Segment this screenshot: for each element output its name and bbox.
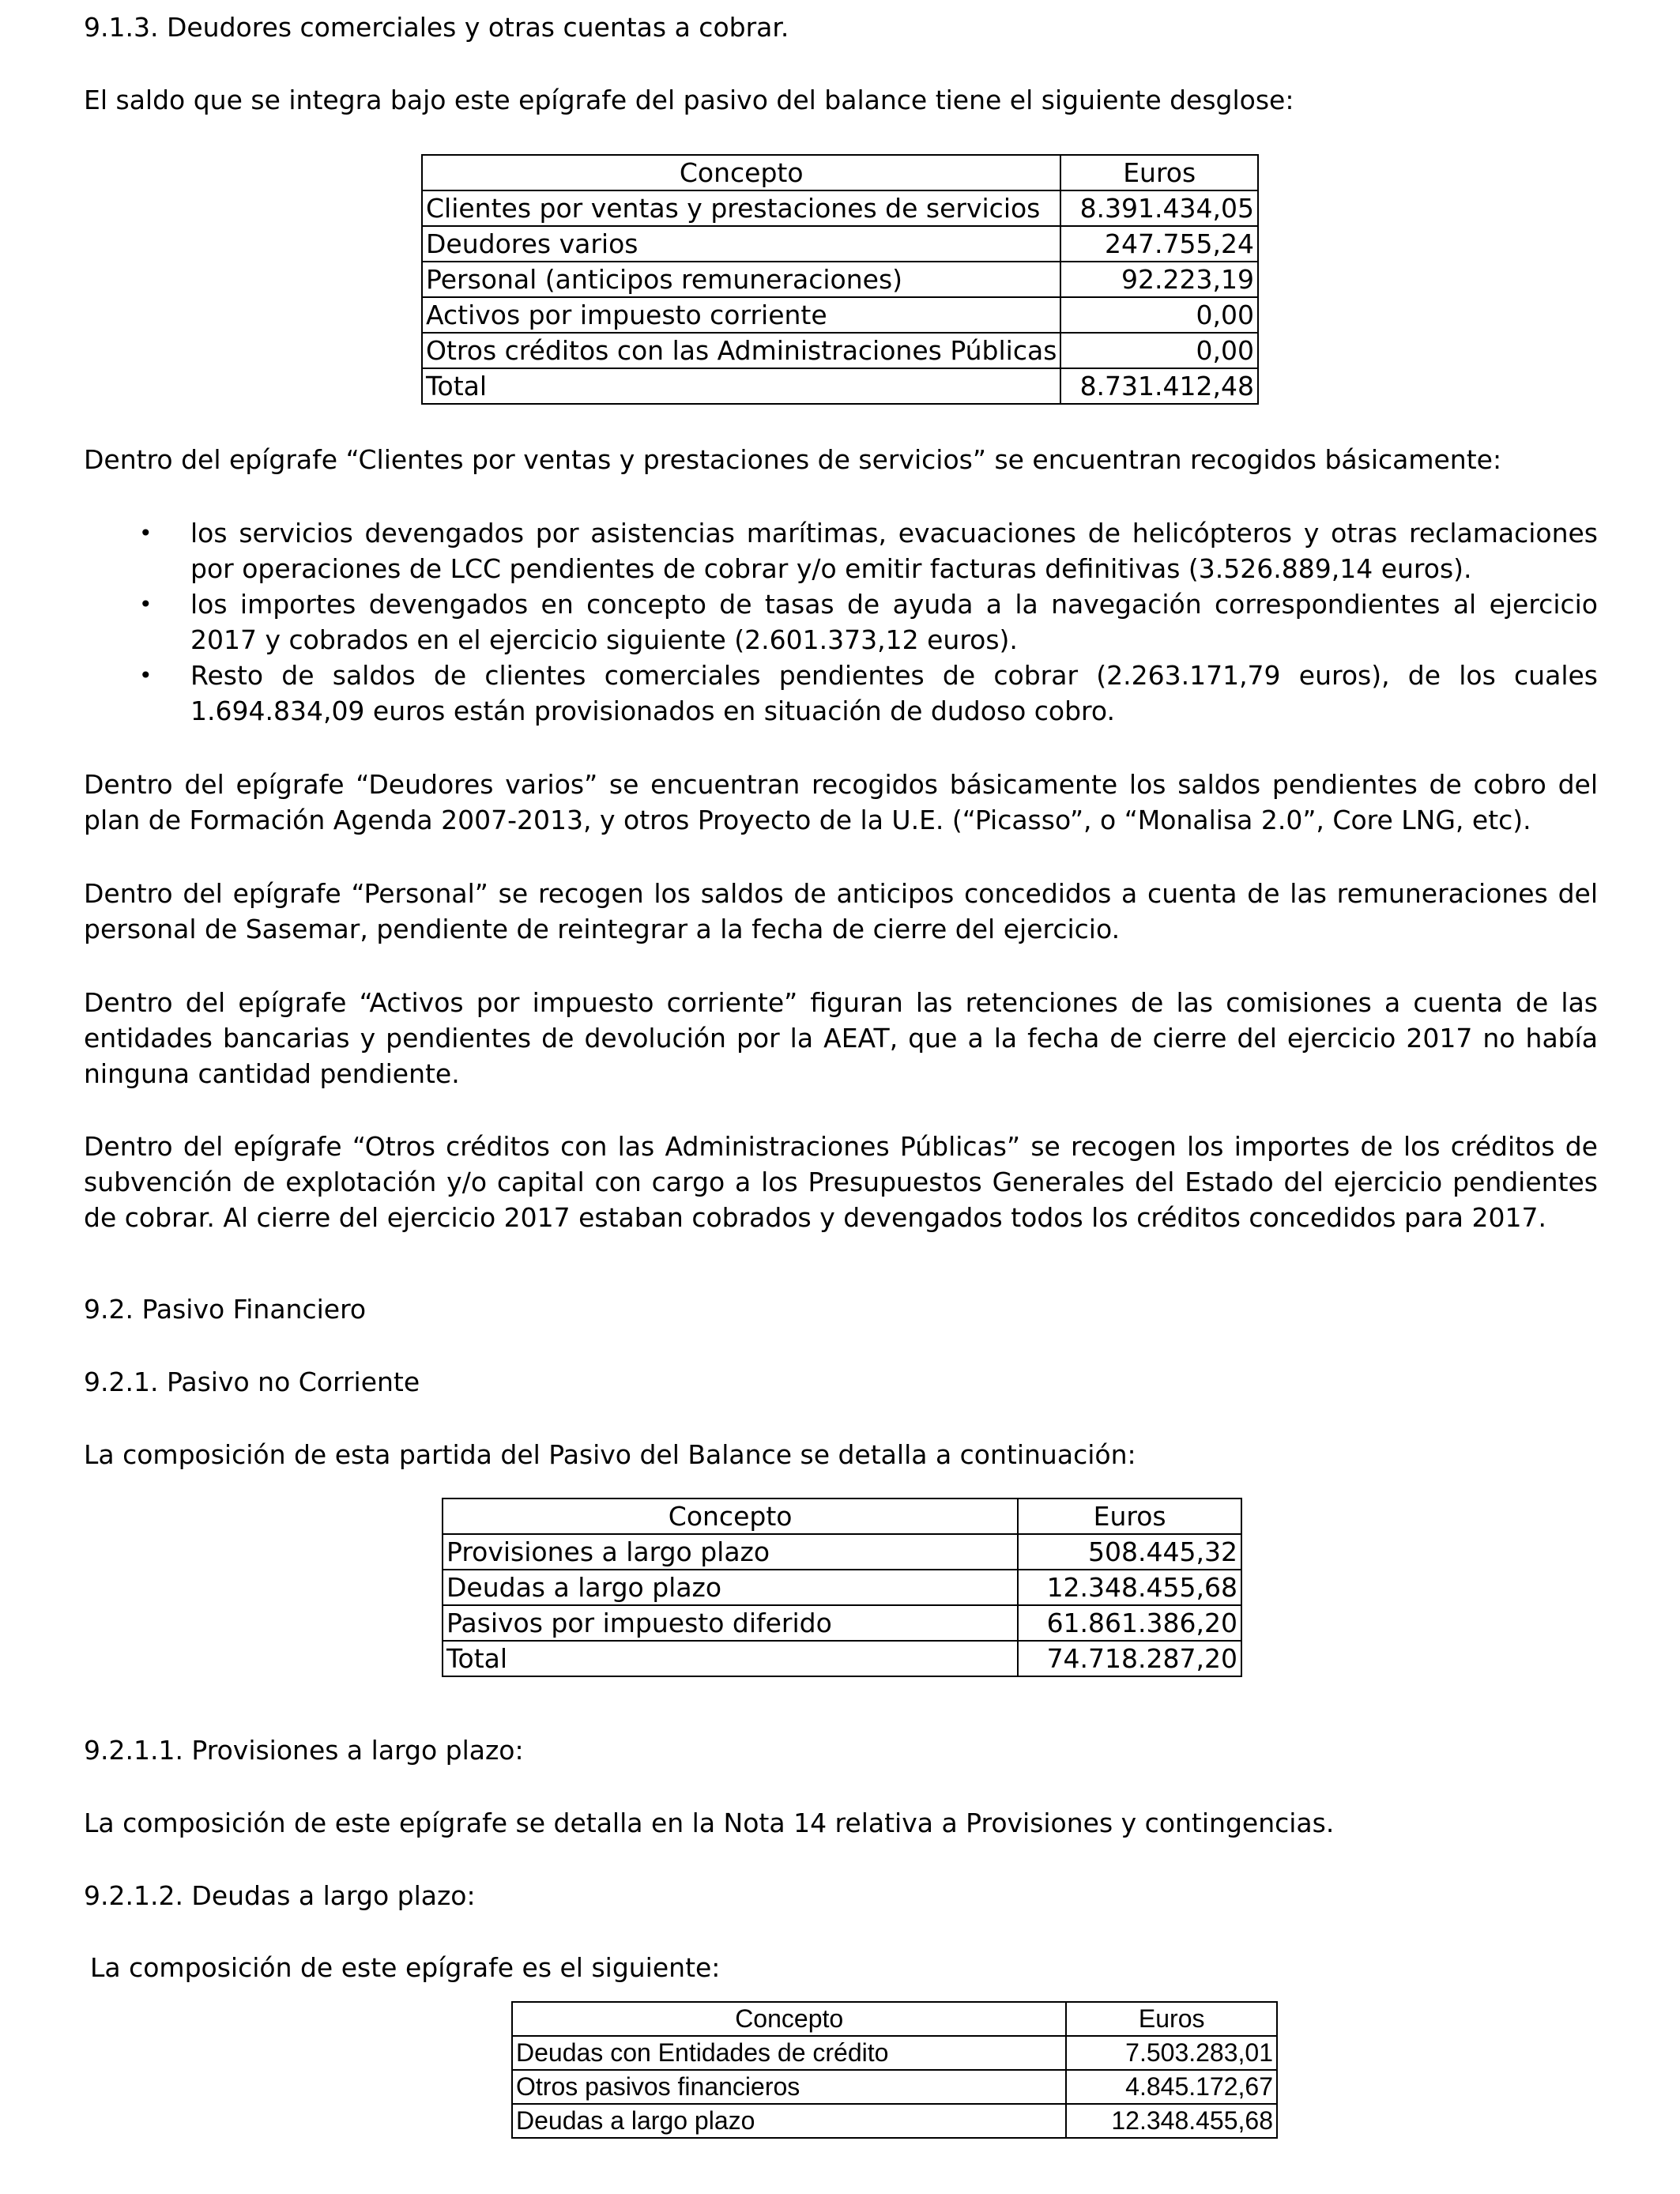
table-cell-concepto: Deudas a largo plazo bbox=[512, 2104, 1066, 2138]
table-cell-euros: 74.718.287,20 bbox=[1018, 1641, 1241, 1676]
table-cell-euros: 247.755,24 bbox=[1060, 226, 1258, 262]
table-header-row bbox=[422, 155, 1258, 190]
table-cell-concepto: Deudores varios bbox=[422, 226, 1060, 262]
table-total-row bbox=[422, 368, 1258, 404]
table-cell-euros: 0,00 bbox=[1060, 297, 1258, 333]
table-cell-concepto: Pasivos por impuesto diferido bbox=[443, 1605, 1018, 1641]
table-cell-concepto: Otros pasivos financieros bbox=[512, 2070, 1066, 2104]
table-cell-concepto: Clientes por ventas y prestaciones de servicios bbox=[422, 190, 1060, 226]
list-item: • los servicios devengados por asistencias marítimas, evacuaciones de helicópteros y otras reclamaciones por operaciones de LCC pendientes de cobrar y/o emitir facturas definitivas (3.526.889,14 euros). bbox=[84, 515, 1598, 586]
table-row bbox=[422, 226, 1258, 262]
table-cell-concepto: Deudas a largo plazo bbox=[443, 1570, 1018, 1605]
table-cell-concepto: Deudas con Entidades de crédito bbox=[512, 2036, 1066, 2070]
table-cell-concepto: Personal (anticipos remuneraciones) bbox=[422, 262, 1060, 297]
table-row bbox=[422, 262, 1258, 297]
column-header-euros: Euros bbox=[1060, 155, 1258, 190]
table-cell-euros: 12.348.455,68 bbox=[1066, 2104, 1277, 2138]
table-cell-concepto: Total bbox=[422, 368, 1060, 404]
table-row bbox=[512, 2104, 1277, 2138]
table-row bbox=[443, 1534, 1241, 1570]
paragraph-deudores-varios: Dentro del epígrafe “Deudores varios” se encuentran recogidos básicamente los saldos pendientes de cobro del plan de Formación Agenda 2007-2013, y otros Proyecto de la U.E. (“Picasso”, o “Monalisa 2.0”, Core LNG, etc). bbox=[84, 769, 1598, 835]
intro-text: El saldo que se integra bajo este epígrafe del pasivo del balance tiene el siguiente desglose: bbox=[84, 85, 1294, 115]
table-header-row bbox=[512, 2002, 1277, 2036]
table-cell-euros: 508.445,32 bbox=[1018, 1534, 1241, 1570]
table-row bbox=[512, 2070, 1277, 2104]
table-cell-euros: 61.861.386,20 bbox=[1018, 1605, 1241, 1641]
deudas-largo-plazo-table bbox=[511, 2001, 1278, 2139]
bullet-icon: • bbox=[139, 591, 153, 617]
table-cell-euros: 12.348.455,68 bbox=[1018, 1570, 1241, 1605]
table-cell-euros: 8.731.412,48 bbox=[1060, 368, 1258, 404]
clientes-bullet-list bbox=[84, 515, 1598, 729]
pasivo-intro: La composición de esta partida del Pasivo del Balance se detalla a continuación: bbox=[84, 1439, 1136, 1470]
table-cell-concepto: Otros créditos con las Administraciones Públicas bbox=[422, 333, 1060, 368]
column-header-concepto: Concepto bbox=[422, 155, 1060, 190]
paragraph-otros-creditos: Dentro del epígrafe “Otros créditos con las Administraciones Públicas” se recogen los importes de los créditos de subvención de explotación y/o capital con cargo a los Presupuestos Generales del Estado del ejercicio pendientes de cobrar. Al cierre del ejercicio 2017 estaban cobrados y devengados todos los créditos concedidos para 2017. bbox=[84, 1131, 1598, 1233]
section-heading-9-2-1-1: 9.2.1.1. Provisiones a largo plazo: bbox=[84, 1735, 524, 1766]
bullet-icon: • bbox=[139, 520, 153, 546]
table-cell-concepto: Provisiones a largo plazo bbox=[443, 1534, 1018, 1570]
section-heading-9-2: 9.2. Pasivo Financiero bbox=[84, 1294, 367, 1325]
list-item: • Resto de saldos de clientes comerciales pendientes de cobrar (2.263.171,79 euros), de los cuales 1.694.834,09 euros están provisionados en situación de dudoso cobro. bbox=[84, 658, 1598, 729]
table-row bbox=[422, 297, 1258, 333]
section-heading-9-1-3: 9.1.3. Deudores comerciales y otras cuentas a cobrar. bbox=[84, 12, 789, 43]
pasivo-no-corriente-table bbox=[442, 1498, 1242, 1677]
table-row bbox=[422, 190, 1258, 226]
clientes-intro: Dentro del epígrafe “Clientes por ventas y prestaciones de servicios” se encuentran recogidos básicamente: bbox=[84, 444, 1502, 475]
table-cell-euros: 7.503.283,01 bbox=[1066, 2036, 1277, 2070]
deudores-table bbox=[421, 154, 1259, 405]
table-row bbox=[443, 1570, 1241, 1605]
deudas-intro: La composición de este epígrafe es el siguiente: bbox=[90, 1952, 721, 1983]
paragraph-activos-impuesto: Dentro del epígrafe “Activos por impuesto corriente” figuran las retenciones de las comisiones a cuenta de las entidades bancarias y pendientes de devolución por la AEAT, que a la fecha de cierre del ejercicio 2017 no había ninguna cantidad pendiente. bbox=[84, 987, 1598, 1089]
section-heading-9-2-1-2: 9.2.1.2. Deudas a largo plazo: bbox=[84, 1880, 476, 1911]
table-cell-euros: 8.391.434,05 bbox=[1060, 190, 1258, 226]
table-cell-euros: 0,00 bbox=[1060, 333, 1258, 368]
section-heading-9-2-1: 9.2.1. Pasivo no Corriente bbox=[84, 1367, 420, 1397]
bullet-icon: • bbox=[139, 662, 153, 688]
table-cell-euros: 92.223,19 bbox=[1060, 262, 1258, 297]
table-cell-concepto: Total bbox=[443, 1641, 1018, 1676]
column-header-euros: Euros bbox=[1066, 2002, 1277, 2036]
table-cell-euros: 4.845.172,67 bbox=[1066, 2070, 1277, 2104]
table-header-row bbox=[443, 1498, 1241, 1534]
column-header-concepto: Concepto bbox=[443, 1498, 1018, 1534]
provisiones-text: La composición de este epígrafe se detalla en la Nota 14 relativa a Provisiones y contingencias. bbox=[84, 1808, 1335, 1838]
table-row bbox=[512, 2036, 1277, 2070]
table-cell-concepto: Activos por impuesto corriente bbox=[422, 297, 1060, 333]
table-row bbox=[422, 333, 1258, 368]
list-item: • los importes devengados en concepto de tasas de ayuda a la navegación correspondientes al ejercicio 2017 y cobrados en el ejercicio siguiente (2.601.373,12 euros). bbox=[84, 586, 1598, 658]
column-header-concepto: Concepto bbox=[512, 2002, 1066, 2036]
paragraph-personal: Dentro del epígrafe “Personal” se recogen los saldos de anticipos concedidos a cuenta de las remuneraciones del personal de Sasemar, pendiente de reintegrar a la fecha de cierre del ejercicio. bbox=[84, 878, 1598, 944]
column-header-euros: Euros bbox=[1018, 1498, 1241, 1534]
table-row bbox=[443, 1605, 1241, 1641]
table-total-row bbox=[443, 1641, 1241, 1676]
